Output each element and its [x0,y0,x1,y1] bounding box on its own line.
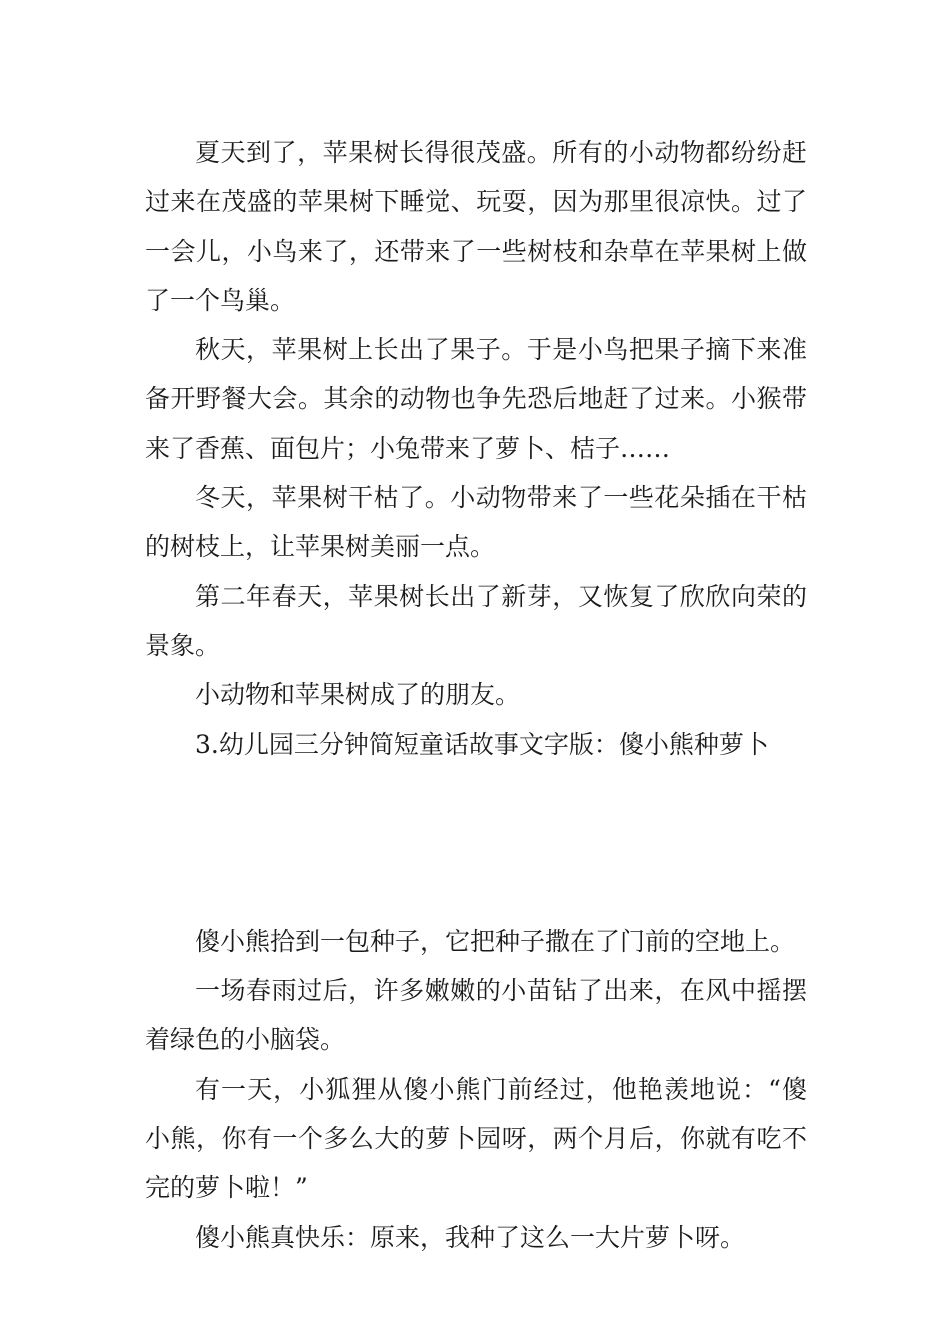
section-spacer [145,769,807,917]
section-heading: 3.幼儿园三分钟简短童话故事文字版：傻小熊种萝卜 [195,729,769,759]
paragraph-friends: 小动物和苹果树成了的朋友。 [195,680,521,710]
paragraph-winter: 冬天，苹果树干枯了。小动物带来了一些花朵插在干枯的树枝上，让苹果树美丽一点。 [145,483,807,562]
paragraph-happy-bear: 傻小熊真快乐：原来，我种了这么一大片萝卜呀。 [195,1222,746,1252]
paragraph-autumn: 秋天，苹果树上长出了果子。于是小鸟把果子摘下来准备开野餐大会。其余的动物也争先恐后地赶了过来。小猴带来了香蕉、面包片；小兔带来了萝卜、桔子…… [145,335,807,463]
paragraph-spring-rain: 一场春雨过后，许多嫩嫩的小苗钻了出来，在风中摇摆着绿色的小脑袋。 [145,976,807,1055]
paragraph-summer: 夏天到了，苹果树长得很茂盛。所有的小动物都纷纷赶过来在茂盛的苹果树下睡觉、玩耍，因为那里很凉快。过了一会儿，小鸟来了，还带来了一些树枝和杂草在苹果树上做了一个鸟巢。 [145,138,807,315]
paragraph-seeds: 傻小熊拾到一包种子，它把种子撒在了门前的空地上。 [195,926,796,956]
story-text [145,128,807,1262]
paragraph-fox: 有一天，小狐狸从傻小熊门前经过，他艳羡地说：“傻小熊，你有一个多么大的萝卜园呀，两个月后，你就有吃不完的萝卜啦！” [145,1074,807,1203]
paragraph-spring: 第二年春天，苹果树长出了新芽，又恢复了欣欣向荣的景象。 [145,581,807,660]
